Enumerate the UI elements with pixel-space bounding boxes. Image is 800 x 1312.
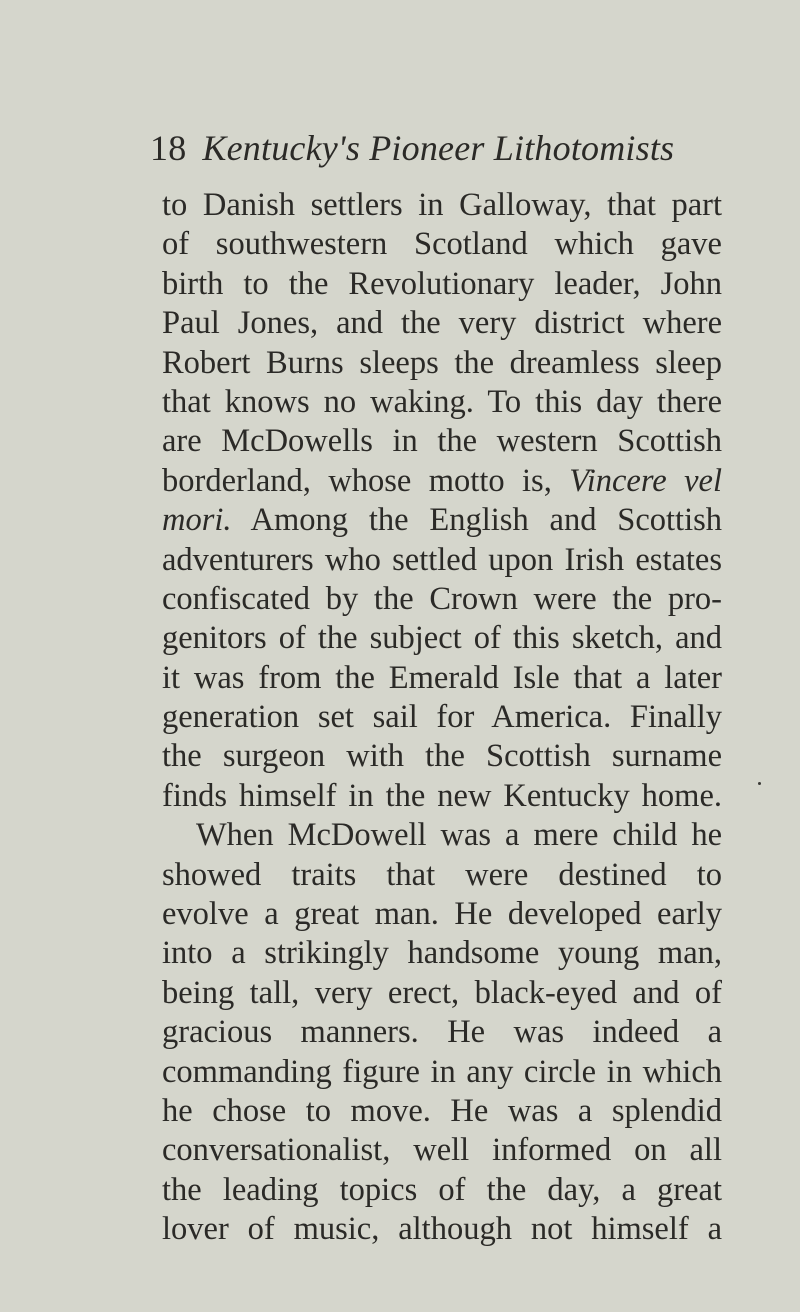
text-line: that knows no waking. To this day there (162, 383, 722, 420)
text-line: conversationalist, well informed on all (162, 1132, 722, 1169)
text-line: generation set sail for America. Finally (162, 699, 722, 736)
motto-italic: mori. (162, 502, 232, 539)
text-line: into a strikingly handsome young man, (162, 935, 722, 972)
text-line: When McDowell was a mere child he (196, 817, 722, 854)
text-run: borderland, whose motto is, (162, 462, 570, 499)
page-number: 18 (150, 128, 187, 168)
text-line: the surgeon with the Scottish surname (162, 738, 722, 775)
motto-italic: Vincere vel (569, 462, 722, 499)
text-line: being tall, very erect, black-eyed and of (162, 974, 722, 1011)
text-line: to Danish settlers in Galloway, that part (162, 187, 722, 223)
text-line: lover of music, although not himself a (162, 1211, 722, 1248)
running-title: Kentucky's Pioneer Lithotomists (202, 128, 675, 168)
text-line: Robert Burns sleeps the dreamless sleep (162, 344, 722, 381)
text-line (162, 501, 722, 540)
text-line: the leading topics of the day, a great (162, 1171, 722, 1208)
text-run: Among the English and Scottish (231, 502, 722, 539)
text-line: showed traits that were destined to (162, 856, 722, 893)
text-line: of southwestern Scotland which gave (162, 226, 722, 263)
text-line: finds himself in the new Kentucky home. (162, 777, 722, 814)
text-line: he chose to move. He was a splendid (162, 1092, 722, 1129)
text-line: confiscated by the Crown were the pro- (162, 580, 722, 617)
text-line: genitors of the subject of this sketch, and (162, 620, 722, 657)
text-line (162, 462, 722, 501)
text-line: birth to the Revolutionary leader, John (162, 265, 722, 302)
text-line: it was from the Emerald Isle that a later (162, 659, 722, 696)
text-line: gracious manners. He was indeed a (162, 1014, 722, 1051)
text-line: evolve a great man. He developed early (162, 896, 722, 933)
body-text (162, 186, 722, 1250)
running-head (150, 126, 674, 170)
text-line: Paul Jones, and the very district where (162, 305, 722, 342)
text-line: are McDowells in the western Scottish (162, 423, 722, 460)
text-line: commanding figure in any circle in which (162, 1053, 722, 1090)
paper-speck (758, 782, 761, 785)
text-line: adventurers who settled upon Irish estates (162, 541, 722, 578)
